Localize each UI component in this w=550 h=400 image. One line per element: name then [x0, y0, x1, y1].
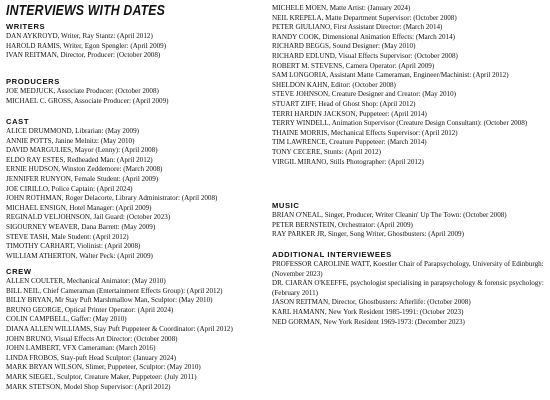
list-item: MARK BRYAN WILSON, Slimer, Puppeteer, Sculptor: (May 2010)	[6, 363, 201, 372]
section-heading: CREW	[6, 267, 32, 276]
list-item: MICHAEL ENSIGN, Hotel Manager: (April 2009)	[6, 203, 152, 212]
list-item: REGINALD VELJOHNSON, Jail Guard: (October 2023)	[6, 213, 171, 222]
list-item: NED GORMAN, New York Resident 1969-1973: (December 2023)	[272, 317, 465, 326]
list-item: ROBERT M. STEVENS, Camera Operator: (April 2009)	[272, 61, 435, 70]
list-item: STEVE JOHNSON, Creature Designer and Creator: (May 2010)	[272, 90, 457, 99]
list-item: SAM LONGORIA, Assistant Matte Cameraman, Engineer/Machinist: (April 2012)	[272, 71, 509, 80]
section-writers	[6, 22, 268, 61]
list-item: RICHARD BEGGS, Sound Designer: (May 2010)	[272, 42, 416, 51]
list-item: JOE CIRILLO, Police Captain: (April 2024)	[6, 184, 133, 193]
list-item: BRUNO GEORGE, Optical Printer Operator: (April 2024)	[6, 305, 174, 314]
list-item: HAROLD RAMIS, Writer, Egon Spengler: (April 2009)	[6, 41, 167, 50]
section-heading: WRITERS	[6, 22, 46, 31]
list-item: NEIL KREPELA, Matte Department Supervisor: (October 2008)	[272, 13, 457, 22]
list-item: TERRY WINDELL, Animation Supervisor (Creature Design Consultant): (October 2008)	[272, 119, 528, 128]
section-additional-interviewees	[272, 250, 548, 327]
list-item: TIM LAWRENCE, Creature Puppeteer: (March 2014)	[272, 138, 427, 147]
list-item: SHELDON KAHN, Editor: (October 2008)	[272, 80, 396, 89]
list-item: THAINE MORRIS, Mechanical Effects Supervisor: (April 2012)	[272, 128, 458, 137]
list-item: LINDA FROBOS, Stay-puft Head Sculptor: (January 2024)	[6, 353, 177, 362]
list-item: MICHELE MOEN, Matte Artist: (January 2024)	[272, 4, 411, 12]
list-item: RICHARD EDLUND, Visual Effects Supervisor: (October 2008)	[272, 51, 458, 60]
list-item: TONY CECERE, Stunts: (April 2012)	[272, 147, 381, 156]
list-item: SIGOURNEY WEAVER, Dana Barrett: (May 2009)	[6, 222, 156, 231]
list-item: PROFESSOR CAROLINE WATT, Koestler Chair of Parapsychology, University of Edinburgh: (November 2023)	[272, 260, 544, 278]
section-crew	[6, 267, 268, 392]
list-item: MARK STETSON, Model Shop Supervisor: (April 2012)	[6, 382, 171, 391]
list-item: IVAN REITMAN, Director, Producer: (October 2008)	[6, 51, 161, 60]
list-item: DR. CIARÁN O'KEEFFE, psychologist specialising in parapsychology & forensic psychology: (February 2011)	[272, 279, 544, 297]
list-item: RAY PARKER JR, Singer, Song Writer, Ghostbusters: (April 2009)	[272, 230, 464, 239]
list-item: WILLIAM ATHERTON, Walter Peck: (April 2009)	[6, 251, 153, 260]
list-item: STUART ZIFF, Head of Ghost Shop: (April 2012)	[272, 99, 416, 108]
list-item: JOHN LAMBERT, VFX Cameraman: (March 2016)	[6, 344, 156, 353]
section-heading: PRODUCERS	[6, 77, 60, 86]
list-item: ALICE DRUMMOND, Librarian: (May 2009)	[6, 127, 139, 135]
list-item: ANNIE POTTS, Janine Melnitz: (May 2010)	[6, 136, 135, 145]
section-producers	[6, 77, 268, 106]
list-item: JENNIFER RUNYON, Female Student: (April 2009)	[6, 174, 159, 183]
list-item: MICHAEL C. GROSS, Associate Producer: (April 2009)	[6, 96, 169, 105]
list-item: DAVID MARGULIES, Mayor (Lenny): (April 2008)	[6, 146, 158, 155]
list-item: MARK SIEGEL, Sculptor, Creature Maker, Puppeteer: (July 2011)	[6, 372, 197, 381]
list-item: BILLY BRYAN, Mr Stay Puft Marshmallow Man, Sculptor: (May 2010)	[6, 296, 213, 305]
list-item: DIANA ALLEN WILLIAMS, Stay Puft Puppeteer & Coordinator: (April 2012)	[6, 324, 233, 333]
section-crew-continued	[272, 4, 548, 167]
section-music	[272, 201, 548, 240]
list-item: TERRI HARDIN JACKSON, Puppeteer: (April 2014)	[272, 109, 427, 118]
page-title: INTERVIEWS WITH DATES	[6, 2, 166, 19]
list-item: JOE MEDJUCK, Associate Producer: (October 2008)	[6, 87, 159, 95]
list-item: VIRGIL MIRANO, Stills Photographer: (April 2012)	[272, 157, 424, 166]
list-item: BILL NEIL, Chief Cameraman (Entertainment Effects Group): (April 2012)	[6, 286, 223, 295]
list-item: PETER BERNSTEIN, Orchestrator: (April 2009)	[272, 220, 413, 229]
list-item: PETER GIULIANO, First Assistant Director: (March 2014)	[272, 23, 443, 32]
list-item: ELDO RAY ESTES, Redheaded Man: (April 2012)	[6, 155, 153, 164]
list-item: DAN AYKROYD, Writer, Ray Stantz: (April 2012)	[6, 32, 153, 40]
list-item: KARL HAMANN, New York Resident 1985-1991: (October 2023)	[272, 307, 464, 316]
section-heading: CAST	[6, 117, 30, 126]
section-cast	[6, 117, 268, 261]
list-item: COLIN CAMPBELL, Gaffer: (May 2010)	[6, 315, 127, 324]
list-item: TIMOTHY CARHART, Violinist: (April 2008)	[6, 242, 141, 251]
section-heading: ADDITIONAL INTERVIEWEES	[272, 250, 392, 259]
list-item: JOHN BRUNO, Visual Effects Art Director: (October 2008)	[6, 334, 178, 343]
list-item: RANDY COOK, Dimensional Animation Effects: (March 2014)	[272, 32, 456, 41]
list-item: JOHN ROTHMAN, Roger Delacorte, Library Administrator: (April 2008)	[6, 194, 218, 203]
list-item: ALLEN COULTER, Mechanical Animator: (May 2010)	[6, 277, 166, 285]
list-item: STEVE TASH, Male Student: (April 2012)	[6, 232, 129, 241]
list-item: ERNIE HUDSON, Winston Zeddemore: (March 2008)	[6, 165, 163, 174]
list-item: JASON REITMAN, Director, Ghostbusters: Afterlife: (October 2008)	[272, 298, 471, 307]
list-item: BRIAN O'NEAL, Singer, Producer, Writer Cleanin' Up The Town: (October 2008)	[272, 211, 507, 219]
section-heading: MUSIC	[272, 201, 300, 210]
